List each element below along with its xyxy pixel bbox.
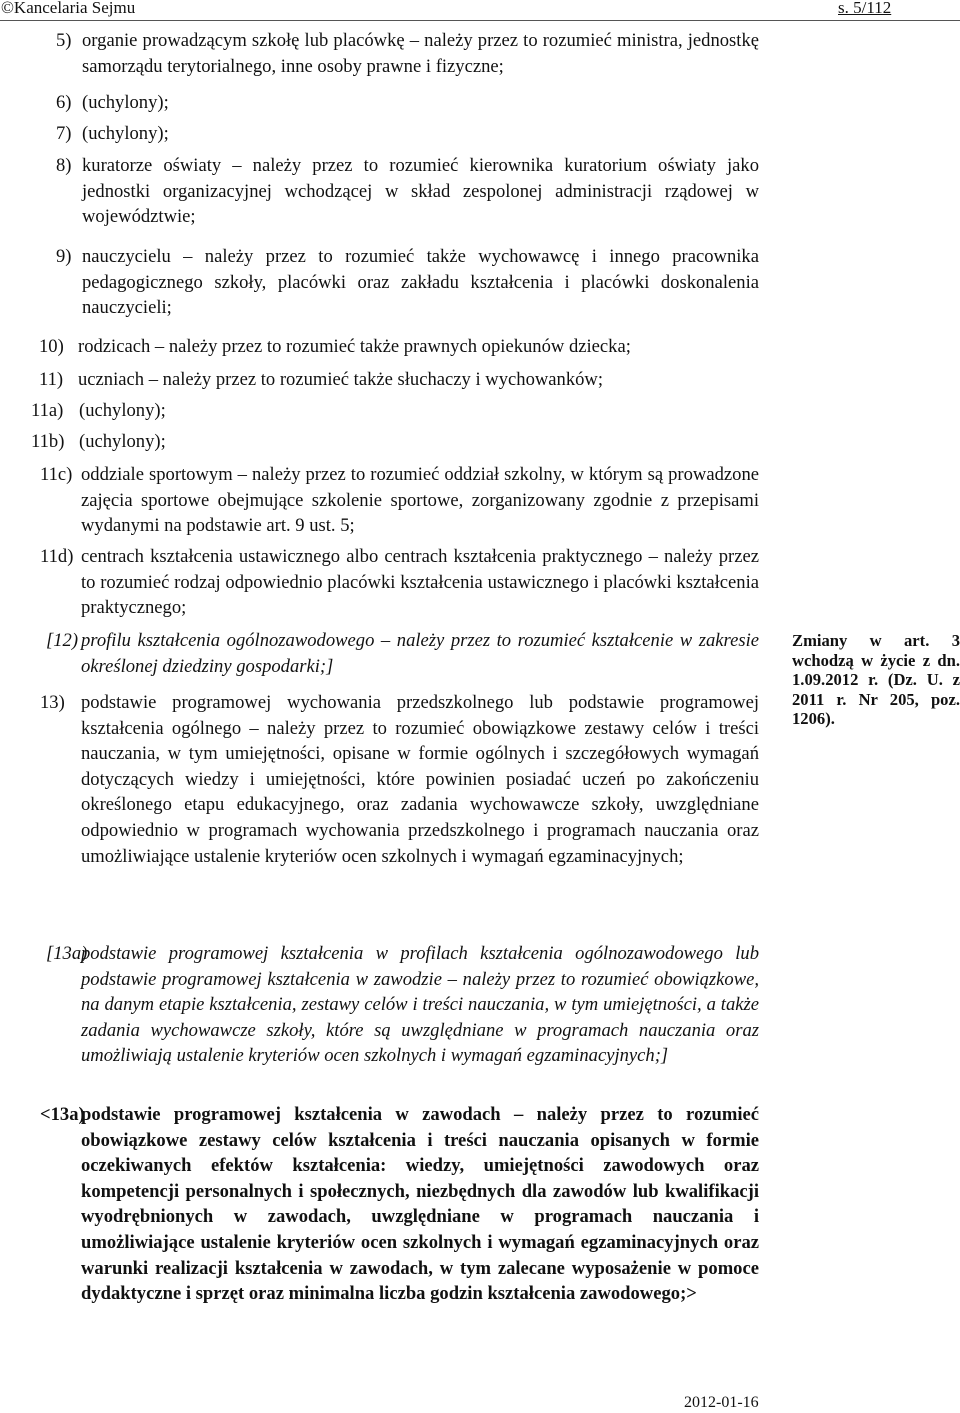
item-text: nauczycielu – należy przez to rozumieć także wychowawcę i innego pracownika pedagogicznego szkoły, placówki oraz zakładu kształcenia i placówki doskonalenia nauczycieli; — [82, 246, 759, 319]
definition-item-7 — [56, 121, 759, 147]
item-text: (uchylony); — [82, 92, 169, 113]
margin-note: Zmiany w art. 3 wchodzą w życie z dn. 1.09.2012 r. (Dz. U. z 2011 r. Nr 205, poz. 1206). — [792, 631, 960, 729]
definition-item-8 — [56, 153, 759, 230]
page-number: s. 5/112 — [838, 0, 892, 17]
definition-item-5 — [56, 28, 759, 79]
footer-date: 2012-01-16 — [684, 1394, 759, 1411]
item-number: 10) — [39, 336, 64, 357]
definition-item-13a-repealed — [46, 941, 759, 1069]
item-text: centrach kształcenia ustawicznego albo centrach kształcenia praktycznego – należy przez to rozumieć rodzaj odpowiednio placówki kształcenia ustawicznego i placówki kształcenia praktycznego; — [81, 546, 759, 619]
item-text: kuratorze oświaty – należy przez to rozumieć kierownika kuratorium oświaty jako jednostki organizacyjnej wchodzącej w skład zespolonej administracji rządowej w województwie; — [82, 155, 759, 228]
item-text: podstawie programowej kształcenia w profilach kształcenia ogólnozawodowego lub podstawie programowej kształcenia w zawodzie – należy przez to rozumieć obowiązkowe, na danym etapie kształcenia, zestawy celów i treści nauczania, w tym umiejętności, a także zadania wychowawcze szkoły, które są uwzględniane w programach nauczania oraz umożliwiają ustalenie kryteriów ocen szkolnych i wymagań egzaminacyjnych;] — [81, 943, 759, 1067]
item-text: profilu kształcenia ogólnozawodowego – należy przez to rozumieć kształcenie w zakresie określonej dziedziny gospodarki;] — [81, 630, 759, 677]
item-number: [13a) — [46, 943, 88, 964]
item-text: (uchylony); — [82, 123, 169, 144]
header-divider — [0, 20, 960, 21]
item-number: [12) — [46, 630, 79, 651]
item-text: organie prowadzącym szkołę lub placówkę – należy przez to rozumieć ministra, jednostkę samorządu terytorialnego, inne osoby prawne i fizyczne; — [82, 30, 759, 77]
item-text: (uchylony); — [79, 431, 166, 452]
item-number: 13) — [40, 692, 65, 713]
item-number: 11) — [39, 369, 64, 390]
definition-item-10 — [39, 334, 759, 360]
definition-item-11b — [31, 429, 759, 455]
item-number: 11a) — [31, 400, 64, 421]
definition-item-12-repealed — [46, 628, 759, 679]
item-number: 7) — [56, 123, 72, 144]
item-text: uczniach – należy przez to rozumieć także słuchaczy i wychowanków; — [78, 369, 604, 390]
definition-item-9 — [56, 244, 759, 321]
item-text: rodzicach – należy przez to rozumieć także prawnych opiekunów dziecka; — [78, 336, 631, 357]
item-text: podstawie programowej wychowania przedszkolnego lub podstawie programowej kształcenia ogólnego – należy przez to rozumieć obowiązkowe zestawy celów i treści nauczania, w tym umiejętności, opisane w formie ogólnych i szczegółowych wymagań dotyczących wiedzy i umiejętności, które powinien posiadać uczeń po zakończeniu określonego etapu edukacyjnego, oraz zadania wychowawcze szkoły, uwzględniane odpowiednio w programach wychowania przedszkolnego i programach nauczania oraz umożliwiające ustalenie kryteriów ocen szkolnych i wymagań egzaminacyjnych; — [81, 692, 759, 867]
item-number: <13a) — [40, 1104, 85, 1125]
definition-item-11c — [40, 462, 759, 539]
item-number: 11c) — [40, 464, 73, 485]
item-number: 11b) — [31, 431, 65, 452]
item-text: podstawie programowej kształcenia w zawodach – należy przez to rozumieć obowiązkowe zestawy celów kształcenia i treści nauczania opisanych w formie oczekiwanych efektów kształcenia: wiedzy, umiejętności zawodowych oraz kompetencji personalnych i społecznych, niezbędnych dla zawodów lub kwalifikacji wyodrębnionych w zawodach, uwzględniane w programach nauczania i umożliwiające ustalenie kryteriów ocen szkolnych i wymagań egzaminacyjnych oraz warunki realizacji kształcenia w zawodach, w tym zalecane wyposażenie w pomoce dydaktyczne i sprzęt oraz minimalna liczba godzin kształcenia zawodowego;> — [81, 1104, 759, 1305]
item-text: (uchylony); — [79, 400, 166, 421]
definition-item-11 — [39, 367, 759, 393]
item-number: 11d) — [40, 546, 74, 567]
definition-item-6 — [56, 90, 759, 116]
definition-item-11a — [31, 398, 759, 424]
definition-item-13 — [40, 690, 759, 869]
item-number: 6) — [56, 92, 72, 113]
item-number: 5) — [56, 30, 72, 51]
page-header-source: ©Kancelaria Sejmu — [1, 0, 136, 17]
item-text: oddziale sportowym – należy przez to rozumieć oddział szkolny, w którym są prowadzone zajęcia sportowe obejmujące szkolenie sportowe, zorganizowany zgodnie z przepisami wydanymi na podstawie art. 9 ust. 5; — [81, 464, 759, 537]
definition-item-13a-new — [40, 1102, 759, 1307]
definition-item-11d — [40, 544, 759, 621]
item-number: 8) — [56, 155, 72, 176]
item-number: 9) — [56, 246, 72, 267]
